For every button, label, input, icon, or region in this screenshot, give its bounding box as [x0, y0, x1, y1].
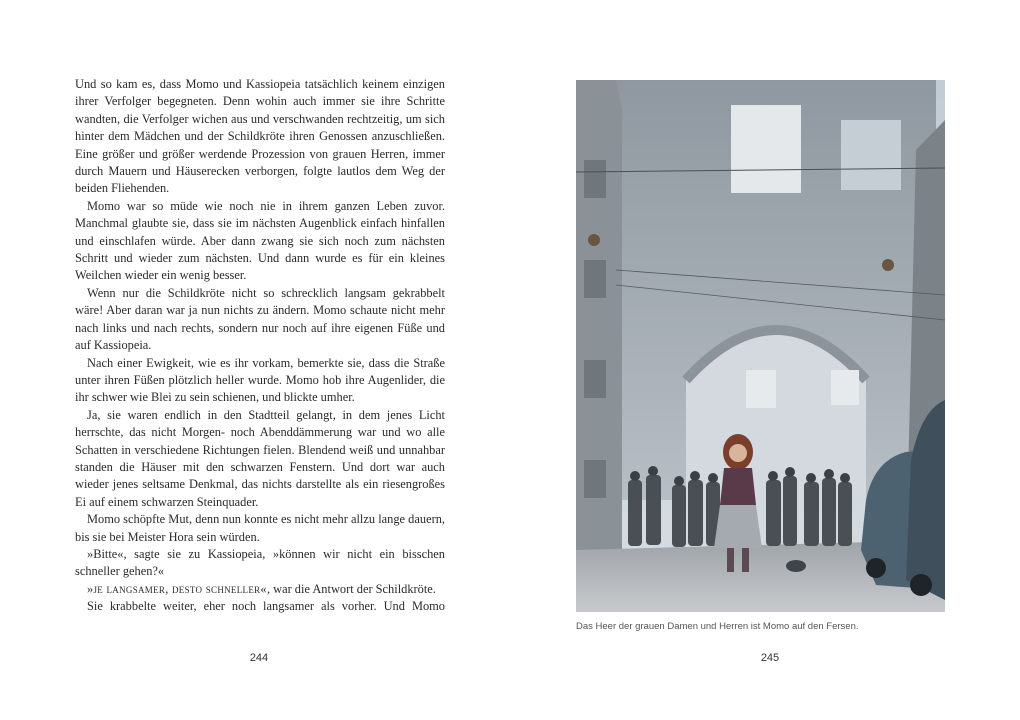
street-scene-photo	[576, 80, 945, 612]
paragraph-4: Nach einer Ewigkeit, wie es ihr vorkam, bemerkte sie, dass die Straße unter ihren Füßen plötzlich heller wurde. Momo hob ihre Augenlider, die ihr schwer wie Blei zu sein schienen, und blickte umher.	[75, 355, 445, 405]
tortoise-answer: »je langsamer, desto schneller«	[87, 581, 267, 596]
body-text	[75, 76, 445, 616]
paragraph-3: Wenn nur die Schildkröte nicht so schrecklich langsam gekrabbelt wäre! Aber daran war ja nun nichts zu ändern. Momo schaute nicht mehr nach links und nach rechts, sondern nur noch auf ihre eigenen Füße und auf Kassiopeia.	[75, 285, 445, 353]
page-number-left: 244	[249, 652, 269, 664]
paragraph-9: Sie krabbelte weiter, eher noch langsamer als vorher. Und Momo	[87, 599, 445, 614]
page-number-right: 245	[760, 652, 780, 664]
paragraph-7: »Bitte«, sagte sie zu Kassiopeia, »können wir nicht ein bisschen schneller gehen?«	[75, 546, 445, 579]
paragraph-1: Und so kam es, dass Momo und Kassiopeia tatsächlich keinem einzigen ihrer Verfolger begegneten. Denn wohin auch immer sie ihre Schritte wandten, die Verfolger wichen aus und verschwanden rechtzeitig, um sich hinter dem Mädchen und der Schildkröte ihren Genossen anzuschließen. Eine größer und größer werdende Prozession von grauen Herren, immer durch Mauern und Häuserecken verborgen, folgte lautlos dem Weg der beiden Fliehenden.	[75, 77, 445, 196]
paragraph-2: Momo war so müde wie noch nie in ihrem ganzen Leben zuvor. Manchmal glaubte sie, dass sie im nächsten Augenblick einfach hinfallen und einschlafen würde. Aber dann zwang sie sich noch zum nächsten Schritt und wieder zum nächsten. Und dann wurde es für ein kleines Weilchen wieder ein wenig besser.	[75, 198, 445, 283]
paragraph-6: Momo schöpfte Mut, denn nun konnte es nicht mehr allzu lange dauern, bis sie bei Meister Hora sein würden.	[75, 512, 445, 544]
photo-caption: Das Heer der grauen Damen und Herren ist Momo auf den Fersen.	[576, 621, 859, 632]
answer-tail: , war die Antwort der Schildkröte.	[266, 581, 436, 596]
right-page	[510, 0, 1020, 720]
paragraph-8	[75, 581, 445, 598]
paragraph-5: Ja, sie waren endlich in den Stadtteil gelangt, in dem jenes Licht herrschte, das nicht Morgen- noch Abenddämmerung war und wo alle Schatten in verschiedene Richtungen fielen. Blendend weiß und unnahbar standen die Häuser mit den schwarzen Fenstern. Und dort war auch wieder jenes seltsame Denkmal, das nichts darstellte als ein riesengroßes Ei auf einem schwarzen Steinquader.	[75, 407, 445, 509]
